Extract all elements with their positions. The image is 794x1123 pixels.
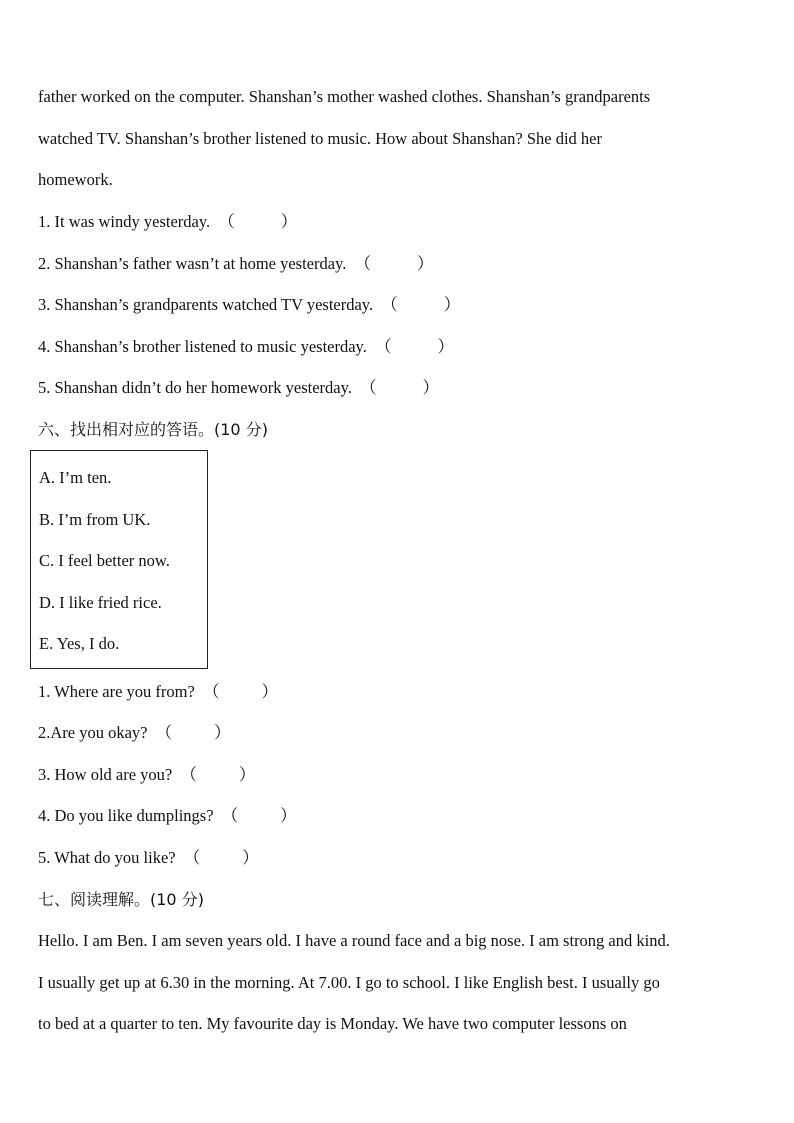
match-question [38, 848, 259, 868]
answer-paren-open: （ [202, 682, 220, 701]
answer-paren-close: ） [214, 723, 231, 742]
options-box [30, 450, 208, 669]
question-text: 3. How old are you? [38, 765, 173, 784]
answer-paren-close: ） [280, 806, 297, 825]
passage-line: watched TV. Shanshan’s brother listened to music. How about Shanshan? She did her [38, 129, 602, 148]
answer-paren-close: ） [261, 682, 278, 701]
section-6-heading: 六、找出相对应的答语。(10 分) [38, 420, 268, 439]
question-text: 5. Shanshan didn’t do her homework yesterday. [38, 378, 352, 397]
match-question [38, 682, 278, 702]
section-7-heading: 七、阅读理解。(10 分) [38, 890, 204, 909]
answer-paren-open: （ [375, 337, 392, 356]
question-text: 3. Shanshan’s grandparents watched TV yesterday. [38, 295, 374, 314]
option-e: E. Yes, I do. [39, 634, 120, 653]
answer-paren-open: （ [360, 378, 377, 397]
tf-question [38, 254, 434, 274]
answer-paren-close: ） [238, 765, 256, 784]
answer-paren-close: ） [422, 378, 440, 397]
answer-paren-close: ） [417, 254, 434, 273]
reading-passage-line: I usually get up at 6.30 in the morning. At 7.00. I go to school. I like English best. I usually go [38, 973, 660, 992]
answer-paren-open: （ [221, 806, 239, 825]
match-question [38, 723, 231, 743]
answer-paren-close: ） [280, 212, 298, 231]
tf-question [38, 295, 460, 315]
question-text: 1. It was windy yesterday. [38, 212, 211, 231]
question-text: 4. Do you like dumplings? [38, 806, 214, 825]
match-question [38, 806, 297, 826]
passage-line: father worked on the computer. Shanshan’s mother washed clothes. Shanshan’s grandparents [38, 87, 651, 106]
question-text: 4. Shanshan’s brother listened to music yesterday. [38, 337, 367, 356]
option-b: B. I’m from UK. [39, 510, 151, 529]
tf-question [38, 212, 297, 232]
answer-paren-open: （ [180, 765, 197, 784]
option-a: A. I’m ten. [39, 468, 112, 487]
reading-passage-line: to bed at a quarter to ten. My favourite day is Monday. We have two computer lessons on [38, 1014, 627, 1033]
answer-paren-close: ） [437, 337, 454, 356]
passage-line: homework. [38, 170, 113, 189]
answer-paren-open: （ [218, 212, 235, 231]
answer-paren-open: （ [155, 723, 173, 742]
answer-paren-open: （ [354, 254, 372, 273]
question-text: 2. Shanshan’s father wasn’t at home yesterday. [38, 254, 347, 273]
tf-question [38, 378, 439, 398]
question-text: 5. What do you like? [38, 848, 176, 867]
answer-paren-close: ） [443, 295, 461, 314]
question-text: 1. Where are you from? [38, 682, 195, 701]
question-text: 2.Are you okay? [38, 723, 148, 742]
tf-question [38, 337, 454, 357]
option-d: D. I like fried rice. [39, 593, 162, 612]
answer-paren-open: （ [381, 295, 398, 314]
reading-passage-line: Hello. I am Ben. I am seven years old. I have a round face and a big nose. I am strong and kind. [38, 931, 670, 950]
answer-paren-open: （ [183, 848, 201, 867]
option-c: C. I feel better now. [39, 551, 170, 570]
match-question [38, 765, 255, 785]
answer-paren-close: ） [242, 848, 259, 867]
